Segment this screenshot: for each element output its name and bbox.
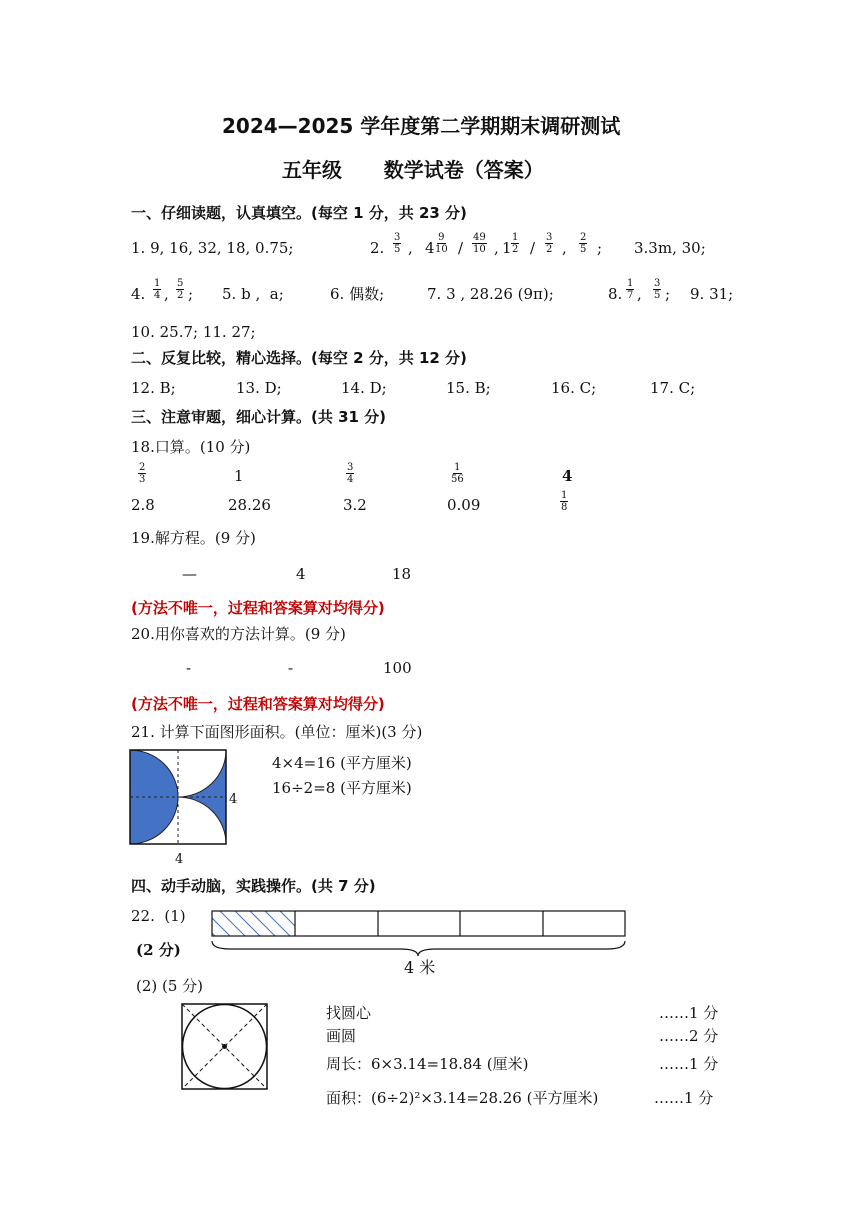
answer-q7: 7. 3 , 28.26 (9π);	[427, 285, 554, 303]
q22-step-1: 找圆心	[326, 1004, 372, 1022]
answer-q3: 3.3m, 30;	[634, 239, 706, 257]
separator: ;	[665, 285, 671, 303]
q22-step-3: 周长：6×3.14=18.84 (厘米)	[326, 1055, 529, 1073]
fraction: $\frac{1}{2}$	[512, 232, 519, 255]
fraction: $\frac{9}{10}$	[435, 232, 448, 255]
hatched-segment	[190, 911, 305, 936]
answer-q12: 12. B;	[131, 379, 176, 397]
answer-q1: 1. 9, 16, 32, 18, 0.75;	[131, 239, 294, 257]
fraction: $\frac{3}{5}$	[394, 232, 401, 255]
q21-solution-line-1: 4×4=16 (平方厘米)	[272, 754, 412, 772]
q21-label: 21. 计算下面图形面积。(单位：厘米)(3 分)	[131, 723, 423, 741]
q22-step-4-score: ……1 分	[654, 1089, 714, 1107]
answer-q5: 5. b , a;	[222, 285, 284, 303]
q22-brace-label: 4 米	[404, 958, 436, 977]
fraction: $\frac{49}{10}$	[473, 232, 486, 255]
q20-note: (方法不唯一，过程和答案算对均得分)	[131, 695, 385, 713]
q18-answer: 0.09	[447, 496, 481, 514]
section-2-heading: 二、反复比较，精心选择。(每空 2 分，共 12 分)	[131, 349, 467, 367]
q20-label: 20.用你喜欢的方法计算。(9 分)	[131, 625, 346, 643]
separator: /	[530, 239, 536, 257]
q21-solution-line-2: 16÷2=8 (平方厘米)	[272, 779, 412, 797]
brace	[212, 941, 625, 956]
answer-q13: 13. D;	[236, 379, 282, 397]
answer-q15: 15. B;	[446, 379, 491, 397]
section-4-heading: 四、动手动脑，实践操作。(共 7 分)	[131, 877, 376, 895]
q21-dim-right: 4	[229, 792, 238, 807]
q18-answer: 3.2	[343, 496, 367, 514]
q22-step-2: 画圆	[326, 1027, 357, 1045]
mixed-number-whole: 1	[502, 239, 512, 257]
answer-q10-q11: 10. 25.7; 11. 27;	[131, 323, 256, 341]
section-3-heading: 三、注意审题，细心计算。(共 31 分)	[131, 408, 387, 426]
fraction: $\frac{5}{2}$	[177, 278, 184, 301]
q22-circle-figure	[181, 1003, 271, 1093]
q22-part2-label: (2) (5 分)	[136, 977, 204, 995]
fraction: $\frac{3}{5}$	[654, 278, 661, 301]
answer-q8-label: 8.	[608, 285, 623, 303]
q22-step-4: 面积：(6÷2)²×3.14=28.26 (平方厘米)	[326, 1089, 599, 1107]
fraction: $\frac{1}{56}$	[451, 462, 464, 485]
separator: ,	[494, 239, 499, 257]
q18-answer: 28.26	[228, 496, 271, 514]
section-1-heading: 一、仔细读题，认真填空。(每空 1 分，共 23 分)	[131, 204, 467, 222]
q18-label: 18.口算。(10 分)	[131, 438, 251, 456]
fraction: $\frac{2}{3}$	[139, 462, 146, 485]
q22-step-1-score: ……1 分	[659, 1004, 719, 1022]
fraction: $\frac{1}{8}$	[561, 490, 568, 513]
q22-step-3-score: ……1 分	[659, 1055, 719, 1073]
q21-dim-bottom: 4	[175, 852, 184, 867]
fraction: $\frac{3}{4}$	[347, 462, 354, 485]
fraction: $\frac{3}{2}$	[546, 232, 553, 255]
answer-q2-label: 2.	[370, 239, 385, 257]
q22-step-2-score: ……2 分	[659, 1027, 719, 1045]
mixed-number-whole: 4	[425, 239, 435, 257]
q19-label: 19.解方程。(9 分)	[131, 529, 256, 547]
exam-subtitle: 五年级 数学试卷（答案）	[282, 158, 544, 182]
fraction: $\frac{1}{4}$	[154, 278, 161, 301]
answer-q4-label: 4.	[131, 285, 146, 303]
q19-answer: 4	[296, 565, 306, 583]
fraction: $\frac{1}{7}$	[627, 278, 634, 301]
q18-answer: 4	[562, 467, 573, 485]
separator: ;	[597, 239, 603, 257]
q18-answer: 2.8	[131, 496, 155, 514]
answer-q6: 6. 偶数;	[330, 285, 385, 303]
separator: /	[458, 239, 464, 257]
separator: ,	[562, 239, 567, 257]
fraction: $\frac{2}{5}$	[580, 232, 587, 255]
separator: ;	[188, 285, 194, 303]
q19-answer: —	[182, 565, 197, 583]
separator: ,	[164, 285, 169, 303]
answer-q9: 9. 31;	[690, 285, 734, 303]
separator: ,	[637, 285, 642, 303]
answer-q16: 16. C;	[551, 379, 597, 397]
q20-answer: -	[288, 659, 294, 677]
q22-part1-score: (2 分)	[136, 941, 181, 959]
q21-figure	[130, 750, 230, 850]
q22-label: 22. (1)	[131, 907, 186, 925]
q20-answer: 100	[383, 659, 412, 677]
separator: ,	[408, 239, 413, 257]
q19-note: (方法不唯一，过程和答案算对均得分)	[131, 599, 385, 617]
q19-answer: 18	[392, 565, 412, 583]
q20-answer: -	[186, 659, 192, 677]
answer-q17: 17. C;	[650, 379, 696, 397]
answer-q14: 14. D;	[341, 379, 387, 397]
exam-title: 2024—2025 学年度第二学期期末调研测试	[222, 114, 621, 138]
q18-answer: 1	[234, 467, 244, 485]
